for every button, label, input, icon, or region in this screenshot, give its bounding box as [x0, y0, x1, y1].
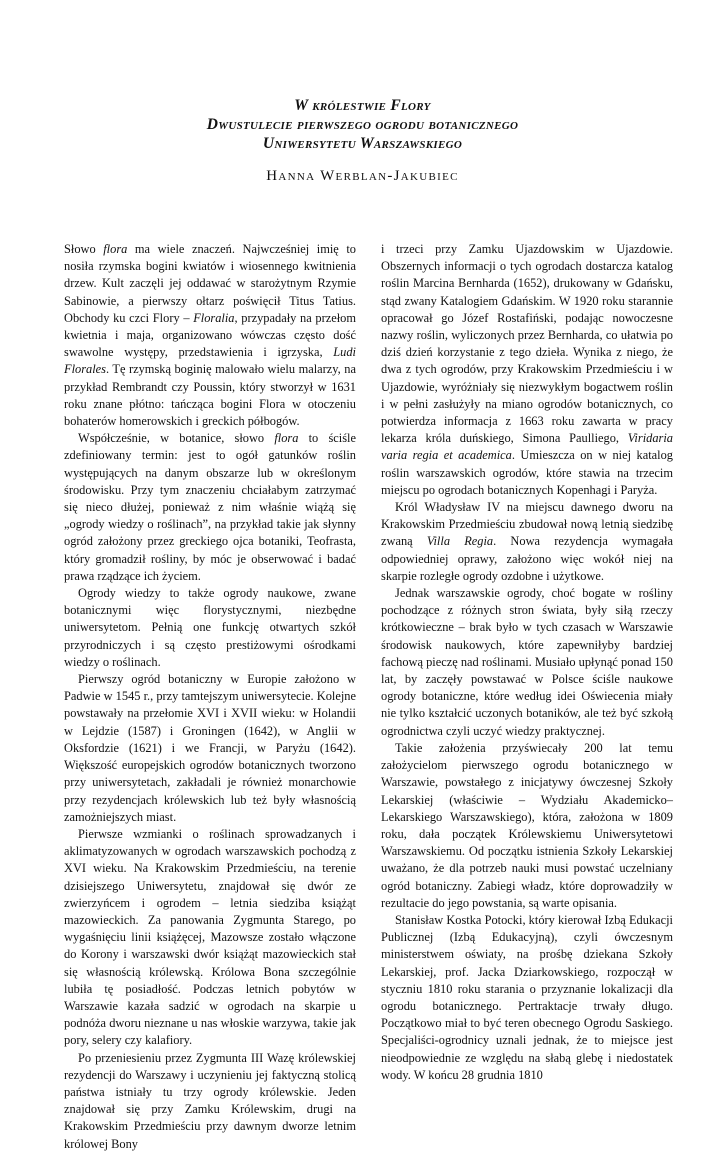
paragraph [64, 430, 356, 585]
paragraph [64, 671, 356, 826]
text-run: Współcześnie, w botanice, słowo [78, 431, 275, 446]
text-run: , przypadały na przełom kwietnia i maja, organizowano wówczas często dość swawolne występy, przedstawienia i igrzyska, [64, 310, 356, 360]
italic-term: flora [103, 242, 128, 256]
text-run: Słowo [64, 242, 104, 256]
italic-term: flora [274, 431, 299, 446]
text-run: . Nowa rezydencja wymagała odpowiedniej oprawy, założono więc wokół niej na skarpie rozległe ogrody ozdobne i użytkowe. [381, 534, 673, 583]
article-header [0, 96, 725, 185]
text-run: Ogrody wiedzy to także ogrody naukowe, zwane botanicznymi więc florystycznymi, niezbędne uniwersytetom. Pełnią one funkcję otwartych szkół przyrodniczych i są często prestiżowymi ośrodkami wiedzy o roślinach. [64, 586, 356, 669]
article-title: W królestwie Flory [294, 97, 431, 114]
paragraph [64, 585, 356, 671]
text-run: Jednak warszawskie ogrody, choć bogate w rośliny pochodzące z różnych stron świata, były siłą rzeczy krótkowieczne – brak było w tych czasach w Warszawie środowisk naukowych, które zapewniłyby bardziej fachową pieczę nad roślinami. Musiało upłynąć ponad 150 lat, by zaczęły powstawać w Polsce ściśle naukowe ogrody botaniczne, które według idei Oświecenia miały nie tylko kształcić uczonych botaników, ale też być szkołą ogrodnictwa czyli uczyć wiedzy praktycznej. [381, 586, 673, 738]
text-run: Pierwszy ogród botaniczny w Europie założono w Padwie w 1545 r., przy tamtejszym uniwersytecie. Kolejne powstawały na przełomie XVI i XVII wieku: w Holandii w Lejdzie (1587) i Groningen (1642), w Anglii w Oksfordzie (1621) i we Francji, w Paryżu (1642). Większość europejskich ogrodów botanicznych tworzono przy uniwersytetach, zakładali je również monarchowie przy rezydencjach królewskich lub też były własnością zamożniejszych miast. [64, 672, 356, 824]
paragraph [64, 1050, 356, 1153]
paragraph [381, 241, 673, 499]
text-run: i trzeci przy Zamku Ujazdowskim w Ujazdowie. Obszernych informacji o tych ogrodach dostarcza katalog roślin Marcina Bernharda (1652), drukowany w Gdańsku, stąd zwany Katalogiem Gdańskim. W 1920 roku starannie opracował go Józef Rostafiński, podając nowoczesne nazwy roślin, wyliczonych przez Bernharda, co ułatwia po dziś dzień korzystanie z tego dzieła. Wynika z niego, że dwa z tych ogrodów, przy Krakowskim Przedmieściu i w Ujazdowie, wyróżniały się niezwykłym bogactwem roślin i w pełni zasłużyły na miano ogrodów botanicznych, co potwierdza informacja z 1663 roku zawarta w pracy lekarza króla duńskiego, Simona Paulliego, [381, 242, 673, 446]
paragraph [381, 740, 673, 912]
text-run: ma wiele znaczeń. Najwcześniej imię to nosiła rzymska bogini kwiatów i wiosennego kwitnienia drzew. Kult zaczęli jej oddawać w starożytnym Rzymie Sabinowie, a pierwszy ołtarz poświęcił Titus Tatius. Obchody ku czci Flory – [64, 242, 356, 325]
paragraph [64, 241, 356, 430]
text-run: . Umieszcza on w niej katalog roślin warszawskich ogrodów, które stawia na trzecim miejscu po ogrodach botanicznych Kopenhagi i Paryża. [381, 448, 673, 497]
text-run: Król Władysław IV na miejscu dawnego dworu na Krakowskim Przedmieściu zbudował nową letnią siedzibę zwaną [381, 500, 673, 549]
paragraph [64, 826, 356, 1050]
article-subtitle-line1: Dwustulecie pierwszego ogrodu botanicznego [206, 116, 519, 133]
text-run: Pierwsze wzmianki o roślinach sprowadzanych i aklimatyzowanych w ogrodach warszawskich pochodzą z XVI wieku. Na Krakowskim Przedmieściu, na terenie dzisiejszego Uniwersytetu, znajdował się dwór ze zwierzyńcem i ogrodem – letnia siedziba książąt mazowieckich. Za panowania Zygmunta Starego, po wygaśnięciu linii książęcej, Mazowsze zostało włączone do Korony i warszawski dwór książąt mazowieckich stał się własnością królewską. Królowa Bona szczególnie lubiła tę posiadłość. Podczas letnich pobytów w Warszawie kazała sadzić w ogrodach na skarpie u podnóża dworu nieznane u nas włoskie warzywa, takie jak pory, selery czy kalafiory. [64, 826, 356, 1048]
text-column-right [381, 241, 673, 1084]
text-run: Stanisław Kostka Potocki, który kierował Izbą Edukacji Publicznej (Izbą Edukacyjną), czyli ówczesnym ministerstwem oświaty, na prośbę dziekana Szkoły Lekarskiej, prof. Jacka Dziarkowskiego, rozpoczął w styczniu 1810 roku starania o przyznanie lokalizacji dla ogrodu botanicznego. Pertraktacje trwały długo. Początkowo miał to być teren obecnego Ogrodu Saskiego. Specjaliści-ogrodnicy uznali jednak, że to miejsce jest nieodpowiednie ze względu na słabą glebę i niedostatek wody. W końcu 28 grudnia 1810 [381, 912, 673, 1082]
paragraph [381, 585, 673, 740]
article-author: Hanna Werblan-Jakubiec [266, 168, 459, 184]
italic-term: Floralia [193, 310, 235, 325]
text-column-left [64, 241, 356, 1153]
paragraph [381, 912, 673, 1084]
paragraph [381, 499, 673, 585]
article-subtitle-line2: Uniwersytetu Warszawskiego [262, 135, 463, 152]
text-run: to ściśle zdefiniowany termin: jest to ogół gatunków roślin występujących na danym obszarze lub w określonym środowisku. Przy tym znaczeniu chciałabym zatrzymać się nieco dłużej, ponieważ z nim właśnie wiążą się „ogrody wiedzy o roślinach”, na przykład takie jak słynny ogród założony przez greckiego ojca botaniki, Teofrasta, który gromadził rośliny, by móc je obserwować i badać prawa rządzące ich życiem. [64, 431, 356, 583]
text-run: . Tę rzymską boginię malowało wielu malarzy, na przykład Rembrandt czy Poussin, który stworzył w 1631 roku znane płótno: tańcząca bogini Flora w otoczeniu bohaterów homerowskich i greckich półbogów. [64, 362, 356, 429]
text-run: Po przeniesieniu przez Zygmunta III Wazę królewskiej rezydencji do Warszawy i uczynieniu jej faktyczną stolicą państwa istniały tu trzy ogrody królewskie. Jeden znajdował się przy Zamku Królewskim, drugi na Krakowskim Przedmieściu przy dawnym dworze letnim królowej Bony [64, 1050, 356, 1151]
italic-term: Ludi Florales [64, 345, 356, 377]
text-run: Takie założenia przyświecały 200 lat temu założycielom pierwszego ogrodu botanicznego w Warszawie, powstałego z inicjatywy ówczesnej Szkoły Lekarskiej (właściwie – Wydziału Akademicko–Lekarskiego Warszawskiego), która, założona w 1809 roku, dała początek Królewskiemu Uniwersytetowi Warszawskiemu. Od początku istnienia Szkoły Lekarskiej uważano, że dla potrzeb nauki musi powstać uczelniany ogród botaniczny. Zabiegi władz, które doprowadziły w rezultacie do jego powstania, są warte opisania. [381, 740, 673, 910]
italic-term: Villa Regia [426, 534, 494, 549]
italic-term: Viridaria varia regia et academica [381, 431, 673, 463]
